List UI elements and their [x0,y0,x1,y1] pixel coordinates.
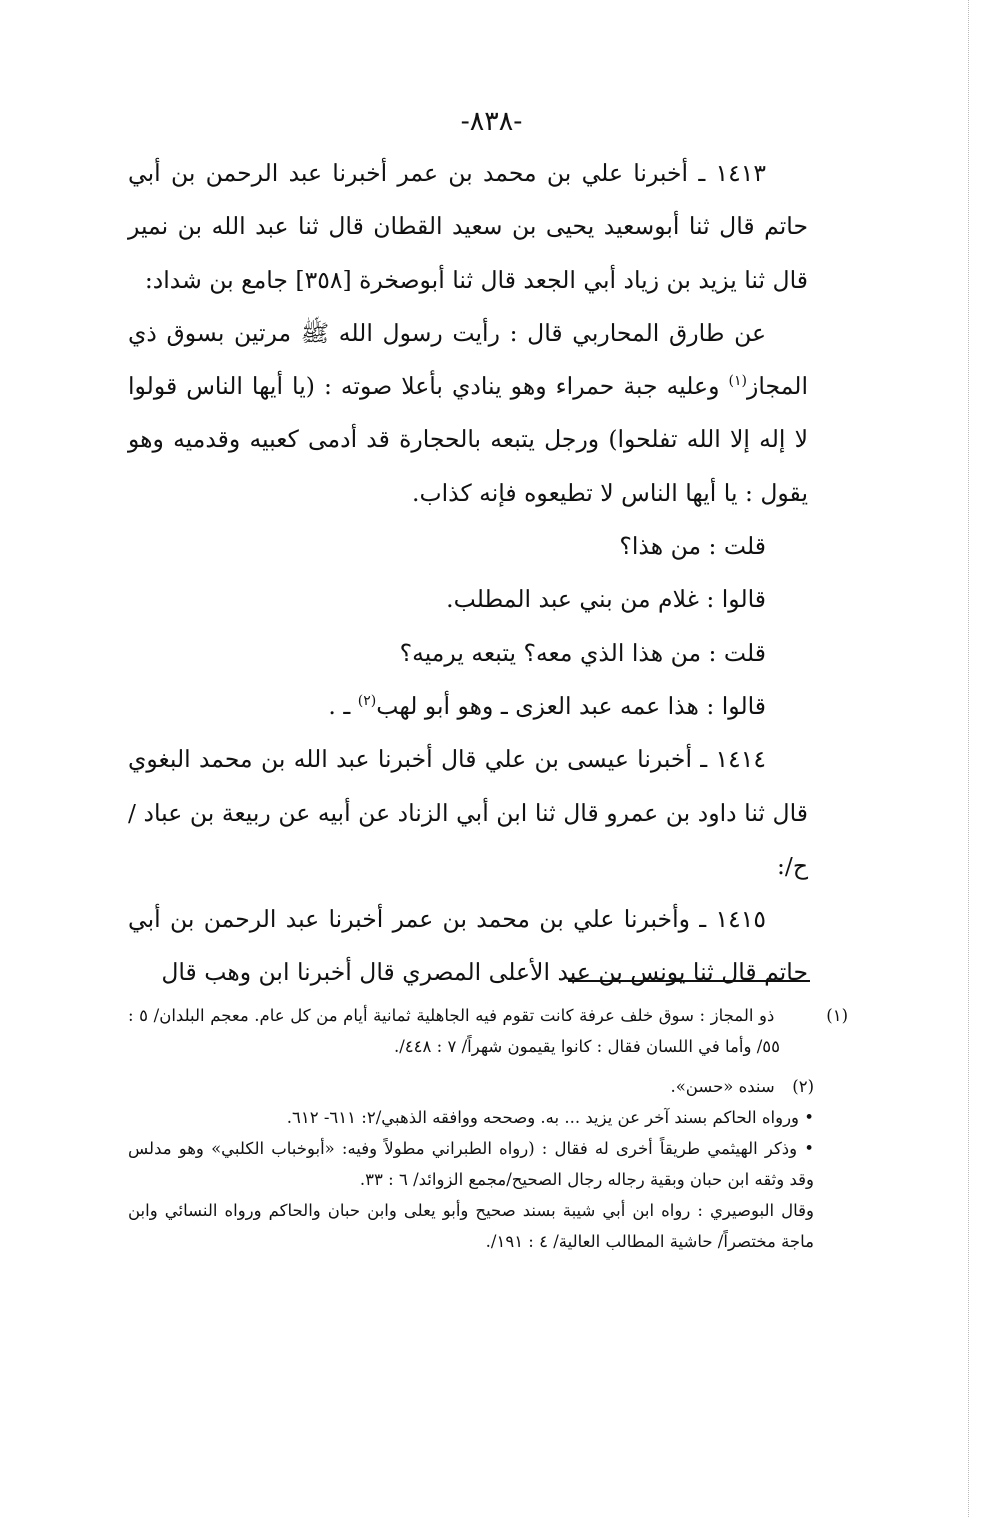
dialogue-answer-1: قالوا : غلام من بني عبد المطلب. [446,585,766,614]
main-text [128,147,808,1000]
footnote-2-line-1: سنده «حسن». [670,1077,775,1096]
hadith-1414-line-3: عباد /ح/: [128,798,808,880]
footnote-1 [128,1000,848,1062]
narration-paragraph [128,307,808,520]
hadith-1413-line-3: قال ثنا يزيد بن زياد أبي الجعد قال ثنا أبوصخرة [٣٥٨] جامع بن شداد: [144,265,808,294]
narration-line-2b: وعليه جبة حمراء وهو ينادي بأعلا صوته : (يا أيها الناس قولوا [128,372,729,401]
footnote-note-2 [128,1133,814,1195]
footnote-ref-2[interactable]: (٢) [357,693,377,710]
footnote-separator [568,980,810,982]
footnote-1-line-2: البلدان/ ٥ : ٥٥/ وأما في اللسان فقال : كانوا يقيمون شهراً/ ٧ : ٤٤٨/. [128,1006,780,1056]
footnote-note-3-line-2: النسائي وابن ماجة مختصراً/ حاشية المطالب العالية/ ٤ : ١٩١/. [128,1201,814,1251]
hadith-1414-line-1: ١٤١٤ ـ أخبرنا عيسى بن علي قال أخبرنا عبد الله بن محمد [198,745,766,774]
footnote-note-3 [128,1195,814,1257]
hadith-1414 [128,733,808,893]
dialogue-answer-2 [128,680,808,733]
dialogue-question-2: قلت : من هذا الذي معه؟ يتبعه يرميه؟ [399,638,766,667]
dialogue-answer-2-text: قالوا : هذا عمه عبد العزى ـ وهو أبو لهب [376,691,766,720]
narration-line-2a: المجاز [747,372,808,401]
page-number: -٨٣٨- [460,106,523,137]
hadith-1415 [128,893,808,1000]
footnote-2 [128,1071,814,1102]
hadith-1414-line-2: البغوي قال ثنا داود بن عمرو قال ثنا ابن أبي الزناد عن أبيه عن ربيعة بن [128,745,808,827]
footnote-1-number: (١) [826,1006,848,1025]
footnotes [128,1000,848,1257]
footnote-note-1: • ورواه الحاكم بسند آخر عن يزيد ... به. وصححه ووافقه الذهبي/٢: ٦١١- ٦١٢. [286,1108,814,1127]
dialogue-answer-2-end: ـ . [328,691,358,720]
hadith-1415-line-2: أبي حاتم قال ثنا يونس بن عبد الأعلى المصري قال أخبرنا ابن وهب قال [128,905,808,987]
dialogue-question-1: قلت : من هذا؟ [619,532,766,561]
footnote-note-3-line-1: وقال البوصيري : رواه ابن أبي شيبة بسند صحيح وأبو يعلى وابن حبان والحاكم ورواه [224,1201,814,1220]
footnote-2-number: (٢) [792,1077,814,1096]
footnote-ref-1[interactable]: (١) [728,373,748,390]
narration-line-1: عن طارق المحاربي قال : رأيت رسول الله ﷺ مرتين بسوق ذي [128,318,766,347]
hadith-1413-line-2: أبي حاتم قال ثنا أبوسعيد يحيى بن سعيد القطان قال ثنا عبد الله بن نمير [128,159,808,241]
narration-line-4: يقول : يا أيها الناس لا تطيعوه فإنه كذاب. [412,478,808,507]
hadith-1413 [128,147,808,307]
footnote-1-line-1: ذو المجاز : سوق خلف عرفة كانت تقوم فيه الجاهلية ثمانية أيام من كل عام. معجم [210,1006,775,1025]
hadith-1415-line-1: ١٤١٥ ـ وأخبرنا علي بن محمد بن عمر أخبرنا عبد الرحمن بن [170,905,766,934]
hadith-1413-line-1: ١٤١٣ ـ أخبرنا علي بن محمد بن عمر أخبرنا عبد الرحمن بن [170,159,766,187]
narration-line-3: لا إله إلا الله تفلحوا) ورجل يتبعه بالحجارة قد أدمى كعبيه وقدميه وهو [128,425,808,454]
page-edge-line [968,0,969,1517]
footnote-note-2-line-2: وهو مدلس وقد وثقه ابن حبان وبقية رجاله رجال الصحيح/مجمع الزوائد/ ٦ : ٣٣. [128,1139,814,1189]
footnote-note-2-line-1: • وذكر الهيثمي طريقاً أخرى له فقال : (رواه الطبراني مطولاً وفيه: «أبوخباب الكلبي» [211,1139,814,1158]
